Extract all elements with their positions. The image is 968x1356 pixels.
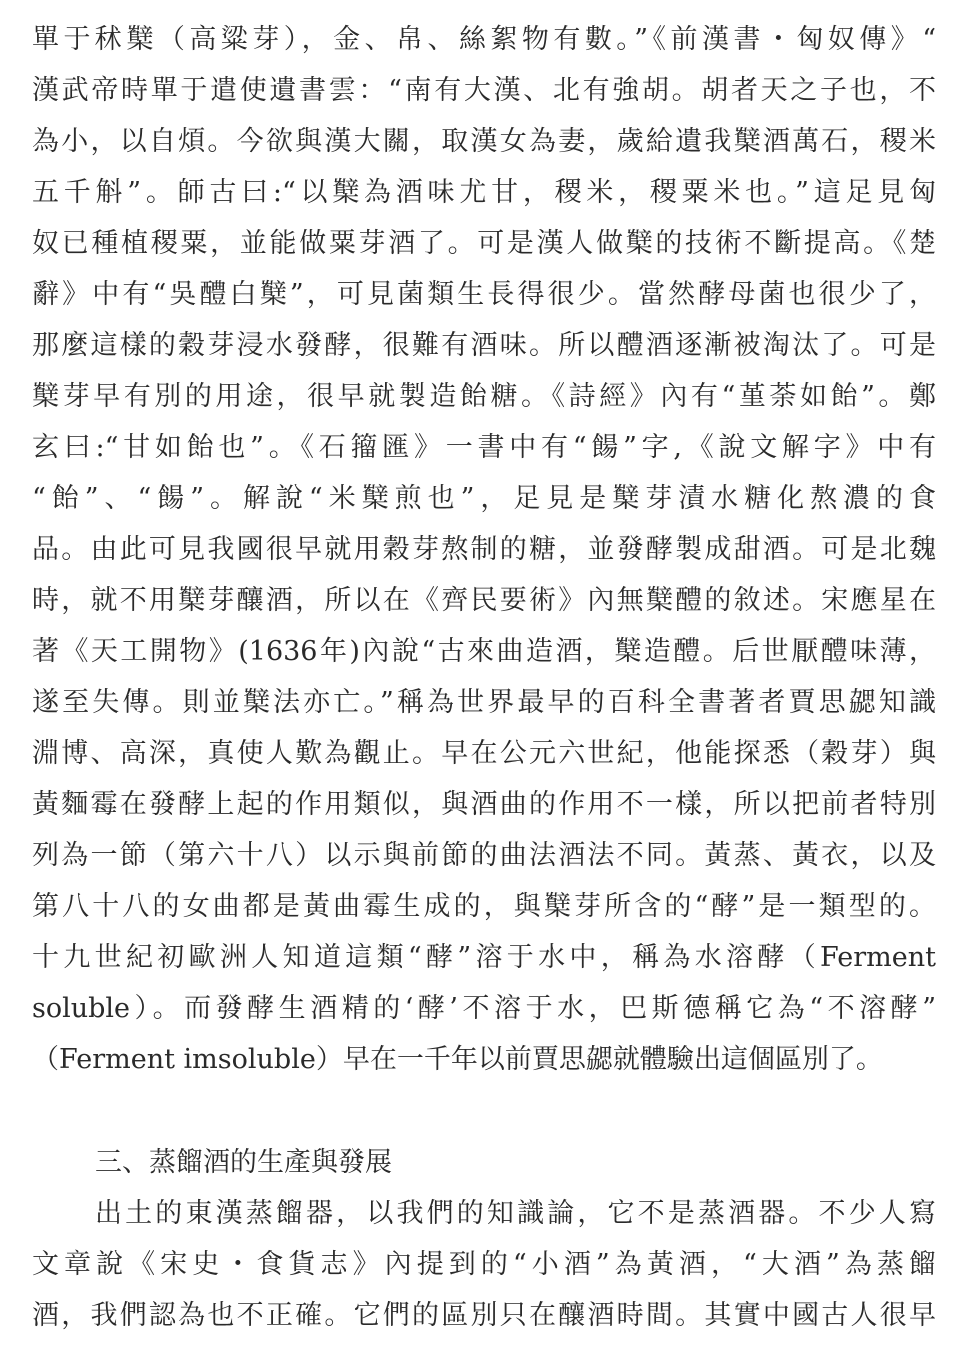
- text-line: 黃麵霉在發酵上起的作用類似，與酒曲的作用不一樣，所以把前者特別: [32, 789, 936, 820]
- text-line: 出土的東漢蒸餾器，以我們的知識論，它不是蒸酒器。不少人寫: [95, 1198, 936, 1229]
- text-line: 淵博、高深，真使人歎為觀止。早在公元六世紀，他能探悉（穀芽）與: [32, 738, 936, 769]
- text-line: 五千斛”。師古曰:“以櫱為酒味尤甘，稷米，稷粟米也。”這足見匈: [32, 177, 936, 208]
- text-line: 列為一節（第六十八）以示與前節的曲法酒法不同。黃蒸、黃衣，以及: [32, 840, 936, 871]
- text-line: 品。由此可見我國很早就用穀芽熬制的糖，並發酵製成甜酒。可是北魏: [32, 534, 936, 565]
- text-line: 辭》中有“吳醴白櫱”，可見菌類生長得很少。當然酵母菌也很少了，: [32, 279, 936, 310]
- text-line: 漢武帝時單于遣使遺書雲：“南有大漢、北有強胡。胡者天之子也，不: [32, 75, 936, 106]
- text-line: 遂至失傳。則並櫱法亦亡。”稱為世界最早的百科全書著者賈思勰知識: [32, 687, 936, 718]
- text-line: 文章說《宋史・食貨志》內提到的“小酒”為黃酒，“大酒”為蒸餾: [32, 1249, 936, 1280]
- text-line: 酒，我們認為也不正確。它們的區別只在釀酒時間。其實中國古人很早: [32, 1300, 936, 1331]
- text-line: 玄曰:“甘如飴也”。《石籀匯》一書中有“餳”字,《說文解字》中有: [32, 432, 936, 463]
- text-line: 著《天工開物》(1636年)內說“古來曲造酒，櫱造醴。后世厭醴味薄，: [32, 636, 936, 667]
- section-heading: 三、蒸餾酒的生產與發展: [95, 1147, 392, 1178]
- text-line: 奴已種植稷粟，並能做粟芽酒了。可是漢人做櫱的技術不斷提高。《楚: [32, 228, 936, 259]
- text-line: 第八十八的女曲都是黃曲霉生成的，與櫱芽所含的“酵”是一類型的。: [32, 891, 936, 922]
- text-line: 為小，以自煩。今欲與漢大關，取漢女為妻，歲給遺我櫱酒萬石，稷米: [32, 126, 936, 157]
- text-line: 時，就不用櫱芽釀酒，所以在《齊民要術》內無櫱醴的敘述。宋應星在: [32, 585, 936, 616]
- text-line: 櫱芽早有別的用途，很早就製造飴糖。《詩經》內有“堇荼如飴”。鄭: [32, 381, 936, 412]
- text-line: 十九世紀初歐洲人知道這類“酵”溶于水中，稱為水溶酵（Ferment: [32, 942, 936, 973]
- text-line: （Ferment imsoluble）早在一千年以前賈思勰就體驗出這個區別了。: [32, 1044, 883, 1075]
- text-line: soluble）。而發酵生酒精的‘酵’不溶于水，巴斯德稱它為“不溶酵”: [32, 993, 936, 1024]
- text-line: 那麼這樣的穀芽浸水發酵，很難有酒味。所以醴酒逐漸被淘汰了。可是: [32, 330, 936, 361]
- text-line: 單于秫櫱（高粱芽），金、帛、絲絮物有數。”《前漢書・匈奴傳》“: [32, 24, 936, 55]
- text-line: “飴”、“餳”。解說“米櫱煎也”，足見是櫱芽漬水糖化熬濃的食: [32, 483, 936, 514]
